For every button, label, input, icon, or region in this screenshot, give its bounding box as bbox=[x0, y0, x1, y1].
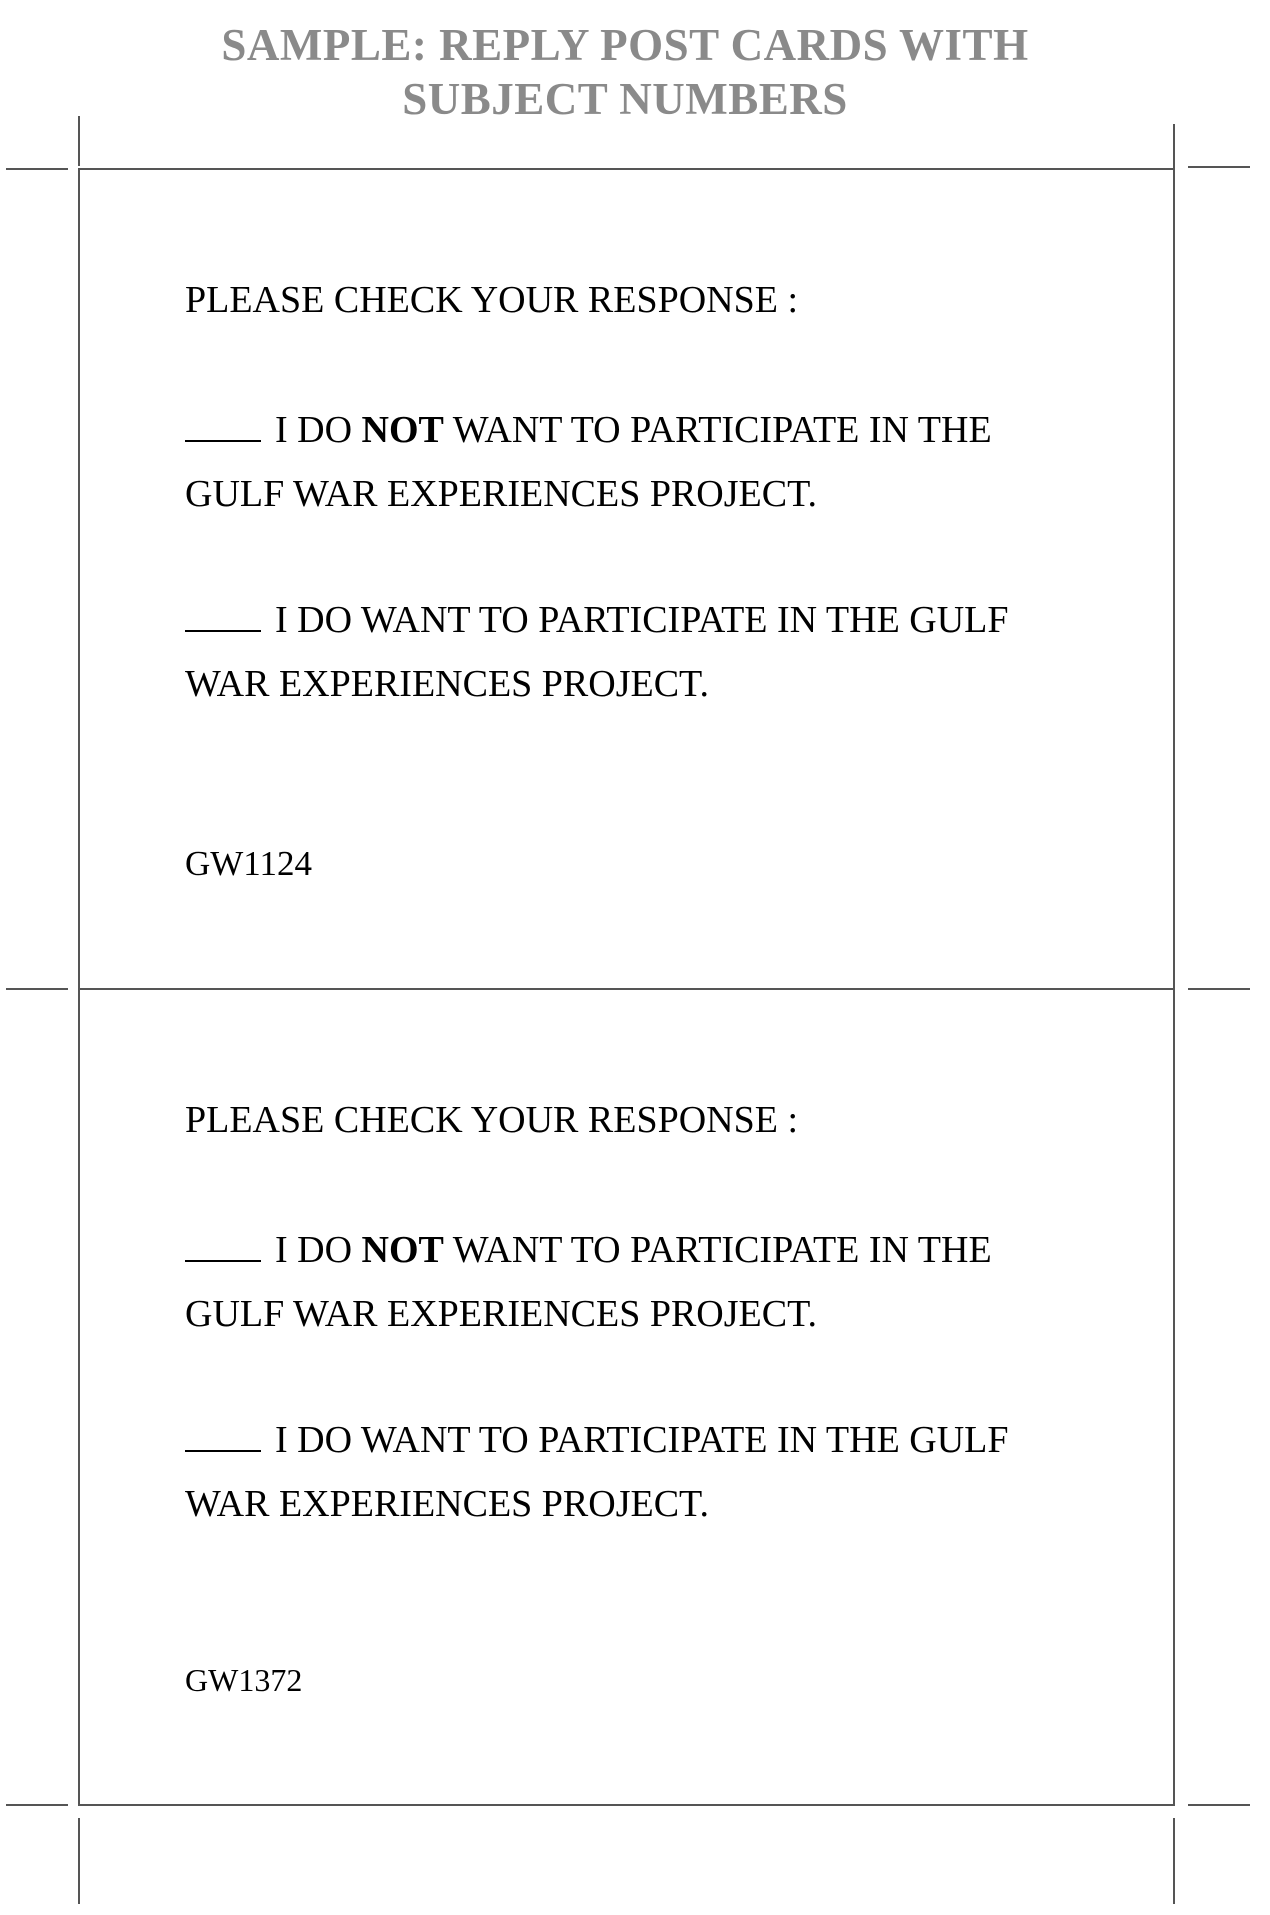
page-title bbox=[0, 18, 1250, 126]
option-not-line2: GULF WAR EXPERIENCES PROJECT. bbox=[185, 473, 817, 515]
crop-mark-right-top bbox=[1173, 124, 1175, 168]
crop-mark-right-top-horizontal bbox=[1188, 166, 1250, 168]
option-not-emphasis: NOT bbox=[361, 409, 444, 451]
crop-mark-left-bottom-vertical bbox=[78, 1818, 80, 1904]
reply-card-2 bbox=[79, 990, 1174, 1805]
response-prompt: PLEASE CHECK YOUR RESPONSE : bbox=[185, 1099, 799, 1141]
title-line-2: SUBJECT NUMBERS bbox=[402, 74, 848, 124]
crop-mark-right-bottom-vertical bbox=[1173, 1818, 1175, 1904]
checkbox-blank-yes[interactable] bbox=[185, 604, 261, 632]
option-yes-line2: WAR EXPERIENCES PROJECT. bbox=[185, 1483, 709, 1525]
crop-mark-right-bottom bbox=[1188, 1804, 1250, 1806]
option-participate bbox=[185, 1408, 1009, 1536]
crop-mark-left-bottom bbox=[6, 1804, 68, 1806]
option-not-prefix: I DO bbox=[275, 1229, 362, 1271]
option-not-line1-rest: WANT TO PARTICIPATE IN THE bbox=[443, 409, 992, 451]
subject-number: GW1124 bbox=[185, 844, 313, 883]
option-not-line2: GULF WAR EXPERIENCES PROJECT. bbox=[185, 1293, 817, 1335]
checkbox-blank-not[interactable] bbox=[185, 414, 261, 442]
option-yes-line1: I DO WANT TO PARTICIPATE IN THE GULF bbox=[275, 599, 1009, 641]
option-not-line1-rest: WANT TO PARTICIPATE IN THE bbox=[443, 1229, 992, 1271]
title-line-1: SAMPLE: REPLY POST CARDS WITH bbox=[221, 20, 1029, 70]
option-yes-line2: WAR EXPERIENCES PROJECT. bbox=[185, 663, 709, 705]
option-yes-line1: I DO WANT TO PARTICIPATE IN THE GULF bbox=[275, 1419, 1009, 1461]
crop-mark-left-top bbox=[78, 116, 80, 166]
option-not-participate bbox=[185, 398, 992, 526]
reply-card-1 bbox=[79, 170, 1174, 985]
option-not-emphasis: NOT bbox=[361, 1229, 444, 1271]
crop-mark-left-top-horizontal bbox=[6, 168, 68, 170]
checkbox-blank-not[interactable] bbox=[185, 1234, 261, 1262]
response-prompt: PLEASE CHECK YOUR RESPONSE : bbox=[185, 279, 799, 321]
option-not-participate bbox=[185, 1218, 992, 1346]
option-participate bbox=[185, 588, 1009, 716]
crop-mark-right-middle bbox=[1188, 988, 1250, 990]
crop-mark-left-middle bbox=[6, 988, 68, 990]
subject-number: GW1372 bbox=[185, 1662, 303, 1698]
checkbox-blank-yes[interactable] bbox=[185, 1424, 261, 1452]
option-not-prefix: I DO bbox=[275, 409, 362, 451]
